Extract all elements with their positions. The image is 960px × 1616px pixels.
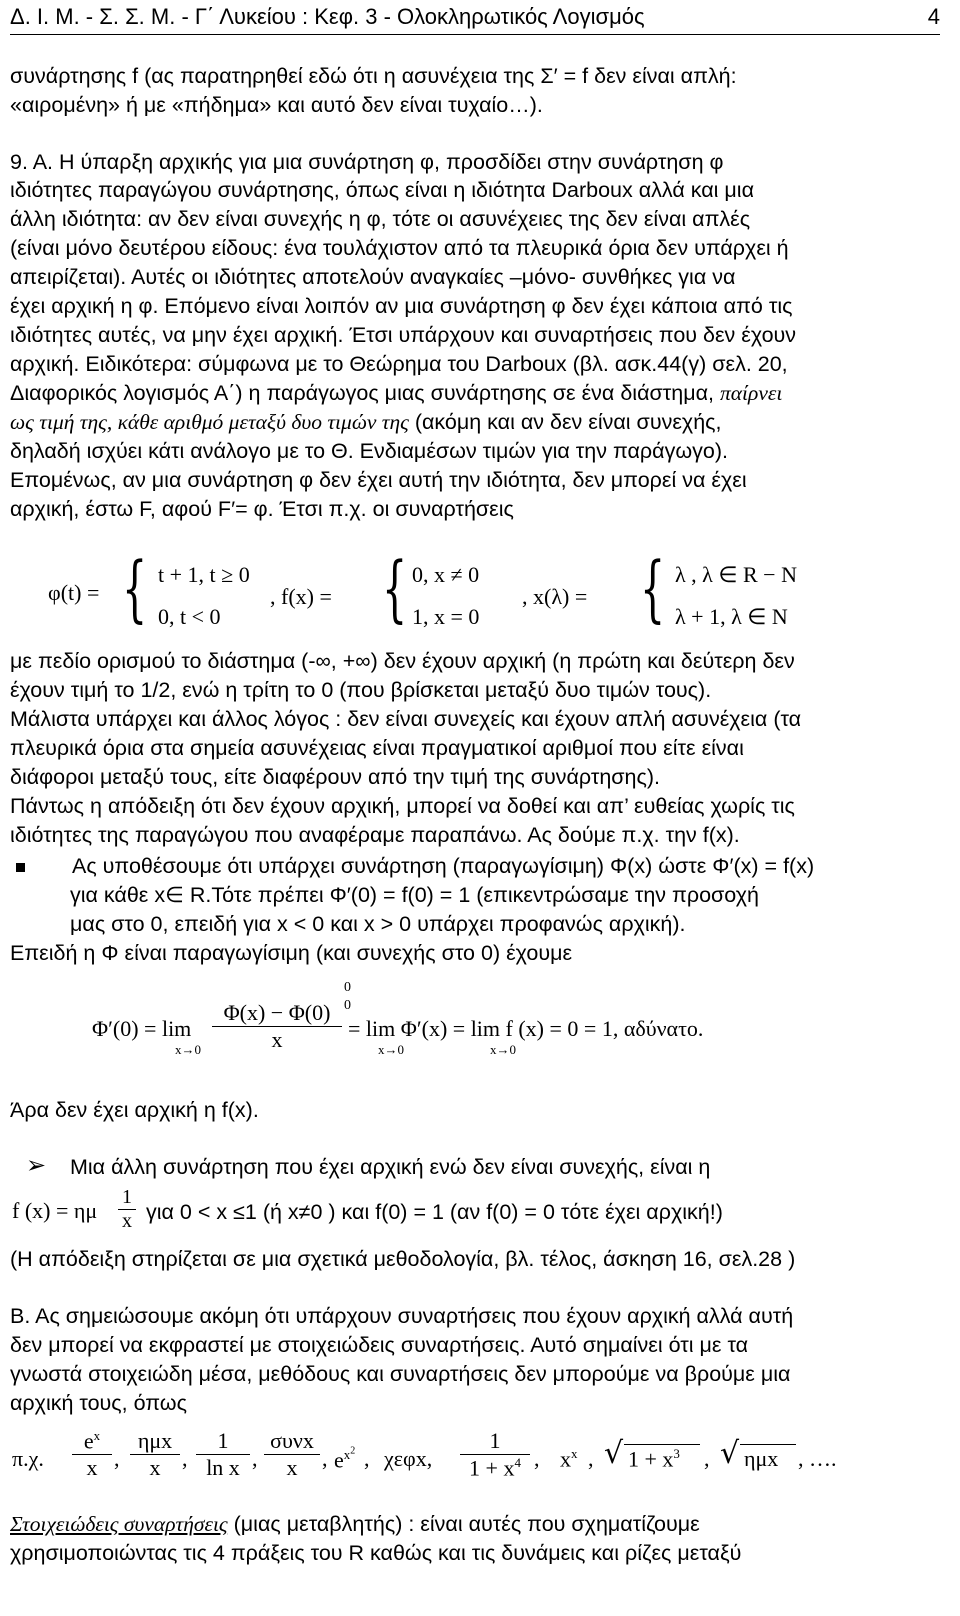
text-line: γνωστά στοιχειώδη μέσα, μεθόδους και συναρτήσεις δεν μπορούμε να βρούμε μια bbox=[10, 1362, 791, 1386]
fraction bbox=[196, 1428, 250, 1481]
text-line: δηλαδή ισχύει κάτι ανάλογο με το Θ. Ενδιαμέσων τιμών για την παράγωγο). bbox=[10, 439, 728, 463]
fraction-denominator: x bbox=[212, 1026, 342, 1053]
text-line: έχει αρχική η φ. Επόμενο είναι λοιπόν αν μια συνάρτηση φ δεν έχει κάποια από τις bbox=[10, 294, 793, 318]
text-line: χρησιμοποιώντας τις 4 πράξεις του R καθώς και τις δυνάμεις και ρίζες μεταξύ bbox=[10, 1541, 742, 1565]
x-lhs: , x(λ) = bbox=[522, 584, 588, 609]
text-line: ιδιότητες παραγώγου συνάρτησης, όπως είναι η ιδιότητα Darboux αλλά και μια bbox=[10, 178, 754, 202]
text-run: (μιας μεταβλητής) : είναι αυτές που σχηματίζουμε bbox=[227, 1512, 700, 1536]
page-number: 4 bbox=[927, 4, 940, 29]
exponent-base: x bbox=[343, 1447, 351, 1463]
italic-text: ως τιμή της, κάθε αριθμό μεταξύ δυο τιμών της bbox=[10, 410, 409, 434]
limit-fraction bbox=[212, 1000, 342, 1053]
italic-underlined-term: Στοιχειώδεις συναρτήσεις bbox=[10, 1512, 228, 1536]
comma: , bbox=[534, 1446, 540, 1471]
denominator-base: 1 + x bbox=[469, 1455, 515, 1481]
fraction-denominator: x bbox=[130, 1454, 180, 1481]
text-line bbox=[10, 1510, 700, 1538]
x-case-1: λ , λ ∈ R − N bbox=[675, 562, 797, 587]
page-header bbox=[10, 4, 940, 35]
sqrt-icon: √ bbox=[604, 1436, 624, 1471]
f-case-1: 0, x ≠ 0 bbox=[412, 562, 480, 587]
fraction-numerator: 1 bbox=[217, 1428, 229, 1453]
text-line: (είναι μόνο δευτέρου είδους: ένα τουλάχιστον από τα πλευρικά όρια δεν υπάρχει ή bbox=[10, 236, 789, 260]
exponent: 4 bbox=[514, 1455, 521, 1470]
exponent: 3 bbox=[673, 1446, 680, 1461]
text-line bbox=[10, 408, 722, 436]
section-9-line: 9. Α. Η ύπαρξη αρχικής για μια συνάρτηση φ, προσδίδει στην συνάρτηση φ bbox=[10, 150, 724, 174]
text-line: ιδιότητες της παραγώγου που αναφέραμε παραπάνω. Ας δούμε π.χ. την f(x). bbox=[10, 823, 740, 847]
f-lhs: f (x) = ημ bbox=[12, 1198, 98, 1223]
base: e bbox=[83, 1428, 94, 1454]
fraction-numerator: 1 bbox=[489, 1428, 501, 1453]
limit-rhs: = lim Φ′(x) = lim f (x) = 0 = 1, αδύνατο. bbox=[348, 1016, 704, 1041]
text-line: Άρα δεν έχει αρχική η f(x). bbox=[10, 1098, 259, 1122]
limit-subscript: x→0 bbox=[175, 1042, 201, 1057]
fraction bbox=[118, 1186, 136, 1233]
fraction-numerator: 1 bbox=[122, 1186, 132, 1208]
f-lhs: , f(x) = bbox=[270, 584, 332, 609]
exponent-power: 2 bbox=[350, 1446, 356, 1457]
fraction bbox=[130, 1428, 180, 1481]
text-line: «αιρομένη» ή με «πήδημα» και αυτό δεν είναι τυχαίο…). bbox=[10, 93, 543, 117]
phi-lhs: φ(t) = bbox=[48, 580, 100, 605]
comma: , bbox=[588, 1446, 594, 1471]
comma: , bbox=[364, 1446, 370, 1471]
phi-case-2: 0, t < 0 bbox=[158, 604, 221, 629]
comma: , bbox=[704, 1446, 710, 1471]
example-label: π.χ. bbox=[12, 1446, 44, 1471]
text-run: Διαφορικός λογισμός Α΄) η παράγωγος μιας συνάρτησης σε ένα διάστημα, bbox=[10, 381, 720, 405]
exponent bbox=[344, 1447, 356, 1462]
example-function: χεφx, bbox=[384, 1446, 433, 1471]
fraction-numerator: Φ(x) − Φ(0) bbox=[223, 1000, 331, 1025]
text-line: δεν μπορεί να εκφραστεί με στοιχειώδεις συναρτήσεις. Αυτό σημαίνει ότι με τα bbox=[10, 1333, 749, 1357]
exp-function bbox=[334, 1446, 355, 1474]
indeterminate-bottom: 0 bbox=[344, 998, 351, 1013]
text-line: Πάντως η απόδειξη ότι δεν έχουν αρχική, μπορεί να δοθεί και απ’ ευθείας χωρίς τις bbox=[10, 794, 795, 818]
text-line: συνάρτησης f (ας παρατηρηθεί εδώ ότι η ασυνέχεια της Σ′ = f δεν είναι απλή: bbox=[10, 64, 737, 88]
text-line: πλευρικά όρια στα σημεία ασυνέχειας είναι πραγματικοί αριθμοί που είτε είναι bbox=[10, 736, 744, 760]
comma: , bbox=[182, 1446, 188, 1471]
fraction-denominator: x bbox=[118, 1209, 136, 1233]
text-line: Επειδή η Φ είναι παραγωγίσιμη (και συνεχής στο 0) έχουμε bbox=[10, 941, 573, 965]
fraction-denominator: x bbox=[264, 1454, 320, 1481]
phi-case-1: t + 1, t ≥ 0 bbox=[158, 562, 250, 587]
fraction-denominator: x bbox=[72, 1454, 112, 1481]
text-line: με πεδίο ορισμού το διάστημα (-∞, +∞) δεν έχουν αρχική (η πρώτη και δεύτερη δεν bbox=[10, 649, 795, 673]
bullet-text: μας στο 0, επειδή για x < 0 και x > 0 υπάρχει προφανώς αρχική). bbox=[70, 912, 686, 936]
section-b-line: Β. Ας σημειώσουμε ακόμη ότι υπάρχουν συναρτήσεις που έχουν αρχική αλλά αυτή bbox=[10, 1304, 794, 1328]
fraction-denominator: ln x bbox=[196, 1454, 250, 1481]
left-brace: { bbox=[640, 546, 666, 630]
text-line: αρχική, έστω F, αφού F′= φ. Έτσι π.χ. οι συναρτήσεις bbox=[10, 497, 514, 521]
limit-subscript: x→0 bbox=[378, 1042, 404, 1057]
bullet-text: για κάθε x∈ R.Τότε πρέπει Φ′(0) = f(0) = 1 (επικεντρώσαμε την προσοχή bbox=[70, 883, 759, 907]
header-title: Δ. Ι. Μ. - Σ. Σ. Μ. - Γ΄ Λυκείου : Κεφ. 3 - Ολοκληρωτικός Λογισμός bbox=[10, 4, 645, 29]
left-brace: { bbox=[382, 546, 408, 630]
arrow-bullet-icon: ➢ bbox=[26, 1152, 47, 1179]
comma: , bbox=[114, 1446, 120, 1471]
base: x bbox=[560, 1446, 571, 1472]
limit-subscript: x→0 bbox=[490, 1042, 516, 1057]
comma: , bbox=[322, 1446, 328, 1471]
text-line: αρχική. Ειδικότερα: σύμφωνα με το Θεώρημα του Darboux (βλ. ασκ.44(γ) σελ. 20, bbox=[10, 352, 788, 376]
fraction-numerator: συνx bbox=[270, 1428, 314, 1453]
fraction-numerator bbox=[72, 1428, 112, 1454]
radicand-base: 1 + x bbox=[628, 1446, 674, 1472]
fraction-denominator bbox=[460, 1454, 530, 1481]
fraction bbox=[460, 1428, 530, 1481]
italic-text: παίρνει bbox=[719, 381, 783, 405]
power-function bbox=[560, 1446, 578, 1472]
text-line bbox=[10, 379, 782, 407]
indeterminate-top: 0 bbox=[344, 980, 351, 995]
text-line: Επομένως, αν μια συνάρτηση φ δεν έχει αυτή την ιδιότητα, δεν μπορεί να έχει bbox=[10, 468, 747, 492]
text-line: διάφοροι μεταξύ τους, είτε διαφέρουν από την τιμή της συνάρτησης). bbox=[10, 765, 660, 789]
radicand: ημx bbox=[744, 1446, 779, 1471]
square-bullet-icon bbox=[16, 863, 25, 872]
text-line: Μάλιστα υπάρχει και άλλος λόγος : δεν είναι συνεχείς και έχουν απλή ασυνέχεια (τα bbox=[10, 707, 802, 731]
text-run: (ακόμη και αν δεν είναι συνεχής, bbox=[408, 410, 722, 434]
arrow-text: Μια άλλη συνάρτηση που έχει αρχική ενώ δεν είναι συνεχής, είναι η bbox=[70, 1155, 711, 1179]
text-line: αρχική τους, όπως bbox=[10, 1391, 187, 1415]
exponent: x bbox=[571, 1446, 578, 1461]
radical-bar bbox=[740, 1444, 796, 1445]
radical-bar bbox=[624, 1444, 700, 1445]
f-case-2: 1, x = 0 bbox=[412, 604, 480, 629]
bullet-text: Ας υποθέσουμε ότι υπάρχει συνάρτηση (παραγωγίσιμη) Φ(x) ώστε Φ′(x) = f(x) bbox=[72, 854, 815, 878]
text-line: άλλη ιδιότητα: αν δεν είναι συνεχής η φ, τότε οι ασυνέχειες της δεν είναι απλές bbox=[10, 207, 751, 231]
text-line: έχουν τιμή το 1/2, ενώ η τρίτη το 0 (που βρίσκεται μεταξύ δυο τιμών τους). bbox=[10, 678, 712, 702]
sqrt-icon: √ bbox=[720, 1436, 740, 1471]
condition-text: για 0 < x ≤1 (ή x≠0 ) και f(0) = 1 (αν f(0) = 0 τότε έχει αρχική!) bbox=[146, 1200, 723, 1224]
comma: , bbox=[252, 1446, 258, 1471]
fraction bbox=[72, 1428, 112, 1481]
text-line: (Η απόδειξη στηρίζεται σε μια σχετικά μεθοδολογία, βλ. τέλος, άσκηση 16, σελ.28 ) bbox=[10, 1247, 796, 1271]
fraction bbox=[264, 1428, 320, 1481]
base: e bbox=[334, 1447, 344, 1473]
text-line: ιδιότητες αυτές, να μην έχει αρχική. Έτσι υπάρχουν και συναρτήσεις που δεν έχουν bbox=[10, 323, 797, 347]
ellipsis: , …. bbox=[798, 1446, 837, 1471]
exponent: x bbox=[93, 1428, 101, 1443]
radicand bbox=[628, 1446, 680, 1472]
fraction-numerator: ημx bbox=[137, 1428, 173, 1453]
left-brace: { bbox=[122, 546, 148, 630]
limit-lhs: Φ′(0) = lim bbox=[92, 1016, 192, 1041]
text-line: απειρίζεται). Αυτές οι ιδιότητες αποτελούν αναγκαίες –μόνο- συνθήκες για να bbox=[10, 265, 736, 289]
x-case-2: λ + 1, λ ∈ N bbox=[675, 604, 788, 629]
